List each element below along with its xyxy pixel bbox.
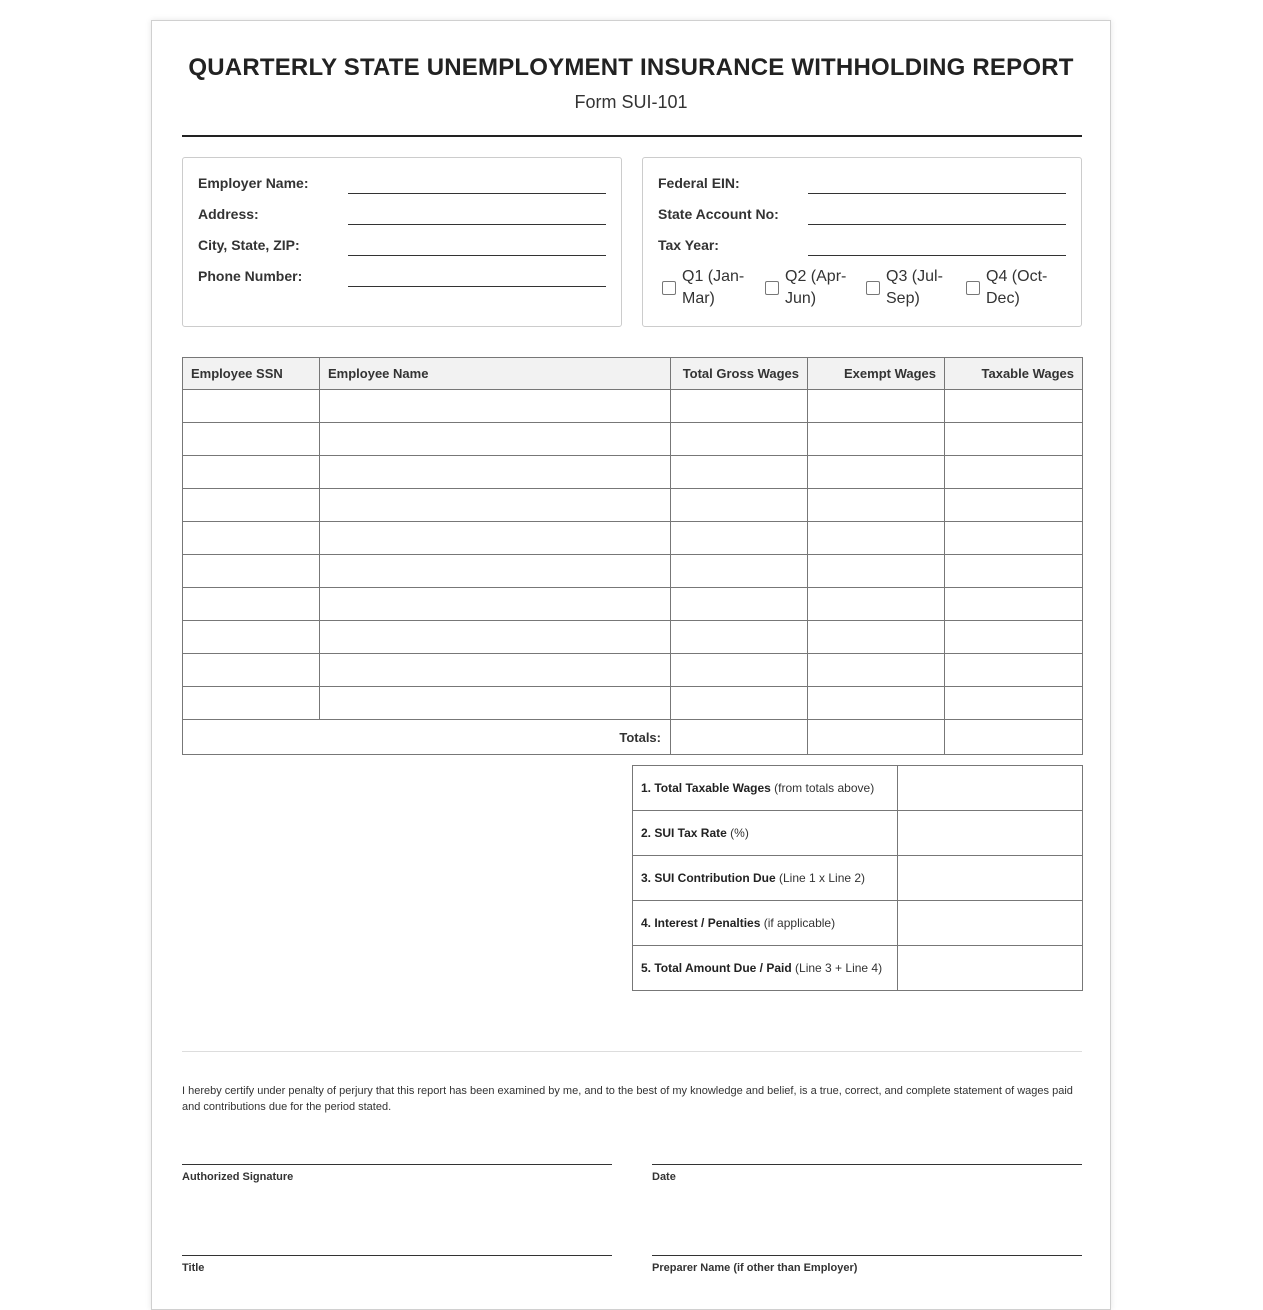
quarter-label: Q2 (Apr-Jun) — [785, 268, 847, 307]
summary-line-label: 3. SUI Contribution Due — [641, 871, 776, 885]
quarter-checkbox[interactable] — [765, 281, 779, 295]
employee-name-cell[interactable] — [320, 555, 671, 588]
preparer-name-label: Preparer Name (if other than Employer) — [652, 1262, 858, 1274]
certification-divider — [182, 1051, 1082, 1052]
total-exempt-wages-cell[interactable] — [808, 720, 945, 755]
totals-row — [183, 720, 1083, 755]
phone-number-field[interactable] — [348, 269, 606, 287]
quarter-option-q2[interactable] — [765, 266, 853, 310]
quarter-checkbox[interactable] — [966, 281, 980, 295]
quarter-option-q3[interactable] — [866, 266, 954, 310]
form-title: QUARTERLY STATE UNEMPLOYMENT INSURANCE WITHHOLDING REPORT — [188, 54, 1074, 81]
tax-year-label: Tax Year: — [658, 237, 719, 253]
exempt-wages-cell[interactable] — [808, 588, 945, 621]
employee-name-cell[interactable] — [320, 423, 671, 456]
ssn-cell[interactable] — [183, 654, 320, 687]
title-label: Title — [182, 1262, 205, 1274]
title-divider — [182, 135, 1082, 137]
taxable-wages-cell[interactable] — [945, 423, 1083, 456]
total-gross-wages-cell[interactable] — [671, 720, 808, 755]
employee-name-cell[interactable] — [320, 588, 671, 621]
address-field[interactable] — [348, 207, 606, 225]
report-form — [151, 20, 1111, 1310]
taxable-wages-cell[interactable] — [945, 588, 1083, 621]
summary-row — [633, 811, 1083, 856]
employer-name-label: Employer Name: — [198, 175, 309, 191]
employee-name-cell[interactable] — [320, 390, 671, 423]
table-row — [183, 456, 1083, 489]
account-info-panel — [642, 157, 1082, 327]
summary-line-label: 5. Total Amount Due / Paid — [641, 961, 792, 975]
ssn-cell[interactable] — [183, 621, 320, 654]
column-header-ssn: Employee SSN — [183, 358, 320, 390]
gross-wages-cell[interactable] — [671, 456, 808, 489]
title-line[interactable] — [182, 1255, 612, 1256]
exempt-wages-cell[interactable] — [808, 489, 945, 522]
gross-wages-cell[interactable] — [671, 555, 808, 588]
gross-wages-cell[interactable] — [671, 522, 808, 555]
table-row — [183, 654, 1083, 687]
tax-year-field[interactable] — [808, 238, 1066, 256]
gross-wages-cell[interactable] — [671, 621, 808, 654]
summary-line-description — [633, 946, 898, 991]
exempt-wages-cell[interactable] — [808, 522, 945, 555]
summary-line-note: (Line 1 x Line 2) — [775, 871, 866, 885]
column-header-gross-wages: Total Gross Wages — [671, 358, 808, 390]
quarter-label: Q4 (Oct-Dec) — [986, 268, 1048, 307]
employee-name-cell[interactable] — [320, 489, 671, 522]
table-row — [183, 489, 1083, 522]
ssn-cell[interactable] — [183, 522, 320, 555]
table-row — [183, 687, 1083, 720]
summary-line-description — [633, 901, 898, 946]
quarter-checkbox[interactable] — [662, 281, 676, 295]
summary-table — [632, 765, 1083, 991]
summary-line-note: (from totals above) — [770, 781, 875, 795]
exempt-wages-cell[interactable] — [808, 621, 945, 654]
employee-name-cell[interactable] — [320, 687, 671, 720]
ssn-cell[interactable] — [183, 423, 320, 456]
preparer-name-line[interactable] — [652, 1255, 1082, 1256]
quarter-option-q4[interactable] — [966, 266, 1054, 310]
gross-wages-cell[interactable] — [671, 687, 808, 720]
state-account-label: State Account No: — [658, 206, 779, 222]
quarter-checkbox[interactable] — [866, 281, 880, 295]
taxable-wages-cell[interactable] — [945, 390, 1083, 423]
quarter-option-q1[interactable] — [662, 266, 750, 310]
summary-line-value[interactable] — [898, 901, 1083, 946]
summary-line-description — [633, 766, 898, 811]
exempt-wages-cell[interactable] — [808, 456, 945, 489]
summary-line-note: (Line 3 + Line 4) — [791, 961, 883, 975]
federal-ein-field[interactable] — [808, 176, 1066, 194]
gross-wages-cell[interactable] — [671, 588, 808, 621]
wage-table — [182, 357, 1083, 755]
total-taxable-wages-cell[interactable] — [945, 720, 1083, 755]
summary-line-value[interactable] — [898, 766, 1083, 811]
signature-label: Authorized Signature — [182, 1171, 294, 1183]
exempt-wages-cell[interactable] — [808, 423, 945, 456]
ssn-cell[interactable] — [183, 456, 320, 489]
summary-line-description — [633, 811, 898, 856]
totals-label: Totals: — [183, 720, 671, 755]
table-row — [183, 423, 1083, 456]
summary-row — [633, 901, 1083, 946]
table-row — [183, 621, 1083, 654]
summary-row — [633, 766, 1083, 811]
summary-line-value[interactable] — [898, 856, 1083, 901]
gross-wages-cell[interactable] — [671, 654, 808, 687]
exempt-wages-cell[interactable] — [808, 390, 945, 423]
summary-line-label: 2. SUI Tax Rate — [641, 826, 727, 840]
ssn-cell[interactable] — [183, 489, 320, 522]
wage-table-header — [183, 358, 1083, 390]
summary-row — [633, 946, 1083, 991]
summary-line-label: 4. Interest / Penalties — [641, 916, 761, 930]
quarter-label: Q1 (Jan-Mar) — [682, 268, 745, 307]
table-row — [183, 390, 1083, 423]
summary-row — [633, 856, 1083, 901]
column-header-name: Employee Name — [320, 358, 671, 390]
summary-line-note: (if applicable) — [760, 916, 836, 930]
address-label: Address: — [198, 206, 259, 222]
employer-name-field[interactable] — [348, 176, 606, 194]
employee-name-cell[interactable] — [320, 522, 671, 555]
phone-number-label: Phone Number: — [198, 268, 303, 284]
summary-line-label: 1. Total Taxable Wages — [641, 781, 771, 795]
exempt-wages-cell[interactable] — [808, 687, 945, 720]
signature-line[interactable] — [182, 1164, 612, 1165]
summary-line-value[interactable] — [898, 811, 1083, 856]
employee-name-cell[interactable] — [320, 654, 671, 687]
date-line[interactable] — [652, 1164, 1082, 1165]
table-row — [183, 588, 1083, 621]
city-state-zip-label: City, State, ZIP: — [198, 237, 300, 253]
exempt-wages-cell[interactable] — [808, 654, 945, 687]
state-account-field[interactable] — [808, 207, 1066, 225]
taxable-wages-cell[interactable] — [945, 456, 1083, 489]
employee-name-cell[interactable] — [320, 621, 671, 654]
ssn-cell[interactable] — [183, 555, 320, 588]
gross-wages-cell[interactable] — [671, 423, 808, 456]
taxable-wages-cell[interactable] — [945, 621, 1083, 654]
table-row — [183, 522, 1083, 555]
summary-line-value[interactable] — [898, 946, 1083, 991]
form-number: Form SUI-101 — [574, 92, 688, 112]
gross-wages-cell[interactable] — [671, 390, 808, 423]
employee-name-cell[interactable] — [320, 456, 671, 489]
ssn-cell[interactable] — [183, 687, 320, 720]
exempt-wages-cell[interactable] — [808, 555, 945, 588]
employer-info-panel — [182, 157, 622, 327]
federal-ein-label: Federal EIN: — [658, 175, 740, 191]
certification-statement: I hereby certify under penalty of perjury that this report has been examined by me, and to the best of my knowledge and belief, is a true, correct, and complete statement of wages paid and contributions due for the period stated. — [182, 1085, 1073, 1113]
summary-line-description — [633, 856, 898, 901]
ssn-cell[interactable] — [183, 390, 320, 423]
date-label: Date — [652, 1171, 676, 1183]
gross-wages-cell[interactable] — [671, 489, 808, 522]
taxable-wages-cell[interactable] — [945, 687, 1083, 720]
summary-line-note: (%) — [726, 826, 749, 840]
taxable-wages-cell[interactable] — [945, 489, 1083, 522]
table-row — [183, 555, 1083, 588]
city-state-zip-field[interactable] — [348, 238, 606, 256]
column-header-exempt-wages: Exempt Wages — [808, 358, 945, 390]
taxable-wages-cell[interactable] — [945, 522, 1083, 555]
column-header-taxable-wages: Taxable Wages — [945, 358, 1083, 390]
ssn-cell[interactable] — [183, 588, 320, 621]
taxable-wages-cell[interactable] — [945, 555, 1083, 588]
taxable-wages-cell[interactable] — [945, 654, 1083, 687]
quarter-label: Q3 (Jul-Sep) — [886, 268, 943, 307]
